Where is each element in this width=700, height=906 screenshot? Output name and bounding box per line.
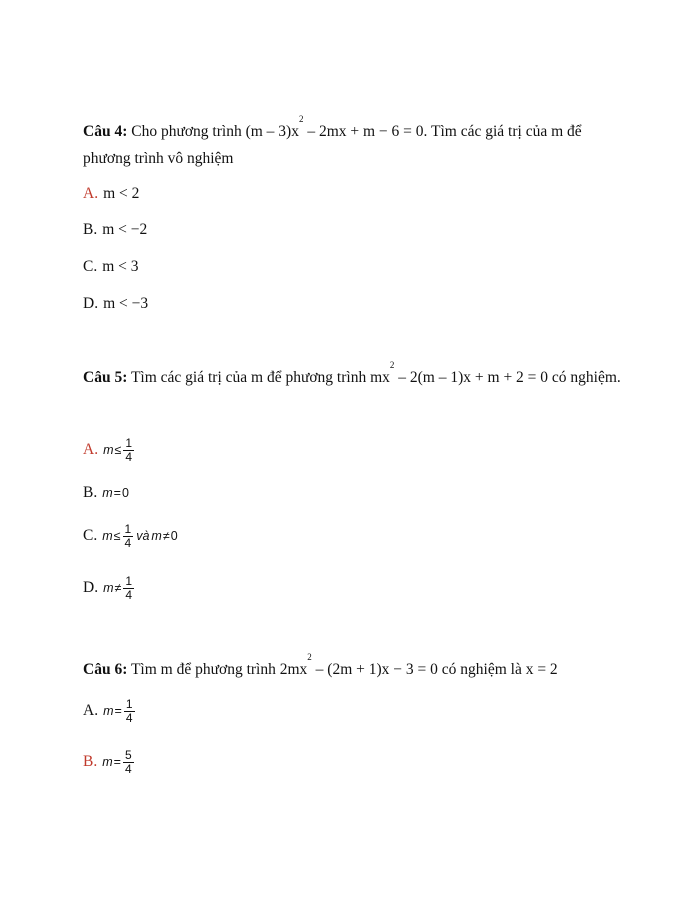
fraction-denominator: 4: [125, 587, 133, 602]
option-math: [102, 486, 129, 500]
fraction-numerator: 5: [124, 747, 132, 762]
math-var: m: [151, 529, 162, 543]
fraction-denominator: 4: [124, 761, 132, 776]
fraction-numerator: 1: [125, 573, 133, 588]
math-var: m: [102, 486, 113, 500]
option-letter: B.: [83, 753, 98, 770]
math-var: m: [102, 529, 113, 543]
option-math: [102, 749, 133, 776]
q6-option-a[interactable]: [83, 697, 135, 725]
q4-option-c[interactable]: [83, 256, 139, 278]
q5-option-c[interactable]: [83, 522, 178, 550]
math-relation: ≠: [114, 581, 122, 595]
math-var: m: [103, 581, 114, 595]
math-value: 0: [170, 529, 178, 543]
option-math: [103, 575, 134, 602]
question-4: [83, 114, 623, 172]
math-relation: =: [113, 486, 121, 500]
fraction: [123, 523, 134, 550]
question-5-label: Câu 5:: [83, 369, 128, 386]
fraction: [123, 575, 134, 602]
option-letter: D.: [83, 579, 99, 596]
option-letter: D.: [83, 295, 99, 312]
math-relation: ≤: [114, 443, 122, 457]
option-math: [102, 523, 177, 550]
math-var: m: [102, 755, 113, 769]
option-letter: A.: [83, 185, 99, 202]
q4-option-d[interactable]: [83, 293, 148, 315]
exponent: 2: [389, 360, 395, 370]
question-6-label: Câu 6:: [83, 661, 128, 678]
q6-option-b[interactable]: [83, 748, 134, 776]
fraction-denominator: 4: [125, 710, 133, 725]
q5-option-d[interactable]: [83, 574, 134, 602]
option-text: m < 2: [103, 185, 140, 202]
option-letter: C.: [83, 258, 98, 275]
fraction: [123, 437, 134, 464]
fraction-numerator: 1: [124, 521, 132, 536]
question-6-text-b: – (2m + 1)x − 3 = 0 có nghiệm là x = 2: [311, 661, 558, 678]
math-relation: =: [113, 755, 121, 769]
math-var: m: [103, 704, 114, 718]
q5-option-a[interactable]: [83, 436, 134, 464]
fraction: [124, 698, 135, 725]
fraction: [123, 749, 134, 776]
question-4-text-a: Cho phương trình (m – 3)x: [127, 123, 299, 140]
option-letter: B.: [83, 221, 98, 238]
math-relation: ≤: [113, 529, 121, 543]
fraction-numerator: 1: [125, 696, 133, 711]
question-5: [83, 360, 623, 391]
option-letter: C.: [83, 527, 98, 544]
exponent: 2: [298, 114, 304, 124]
math-conjunction: và: [136, 529, 150, 543]
question-6: [83, 652, 623, 683]
option-math: [103, 698, 134, 725]
option-text: m < 3: [102, 258, 139, 275]
math-relation: ≠: [162, 529, 170, 543]
option-letter: A.: [83, 441, 99, 458]
math-relation: =: [114, 704, 122, 718]
q5-option-b[interactable]: [83, 482, 129, 504]
question-5-text-b: – 2(m – 1)x + m + 2 = 0 có nghiệm.: [394, 369, 621, 386]
exponent: 2: [307, 652, 312, 662]
option-math: [103, 437, 134, 464]
question-6-text-a: Tìm m để phương trình 2mx: [127, 661, 308, 678]
fraction-denominator: 4: [125, 449, 133, 464]
q4-option-b[interactable]: [83, 219, 147, 241]
option-text: m < −3: [103, 295, 149, 312]
option-text: m < −2: [102, 221, 148, 238]
question-5-text-a: Tìm các giá trị của m để phương trình mx: [127, 369, 390, 386]
question-4-text-b: – 2mx + m − 6 = 0. Tìm các giá trị của m để phương trình vô nghiệm: [83, 123, 582, 167]
q4-option-a[interactable]: [83, 183, 139, 205]
fraction-denominator: 4: [124, 535, 132, 550]
math-var: m: [103, 443, 114, 457]
option-letter: B.: [83, 484, 98, 501]
option-letter: A.: [83, 702, 99, 719]
fraction-numerator: 1: [125, 435, 133, 450]
math-value: 0: [121, 486, 129, 500]
question-4-label: Câu 4:: [83, 123, 128, 140]
